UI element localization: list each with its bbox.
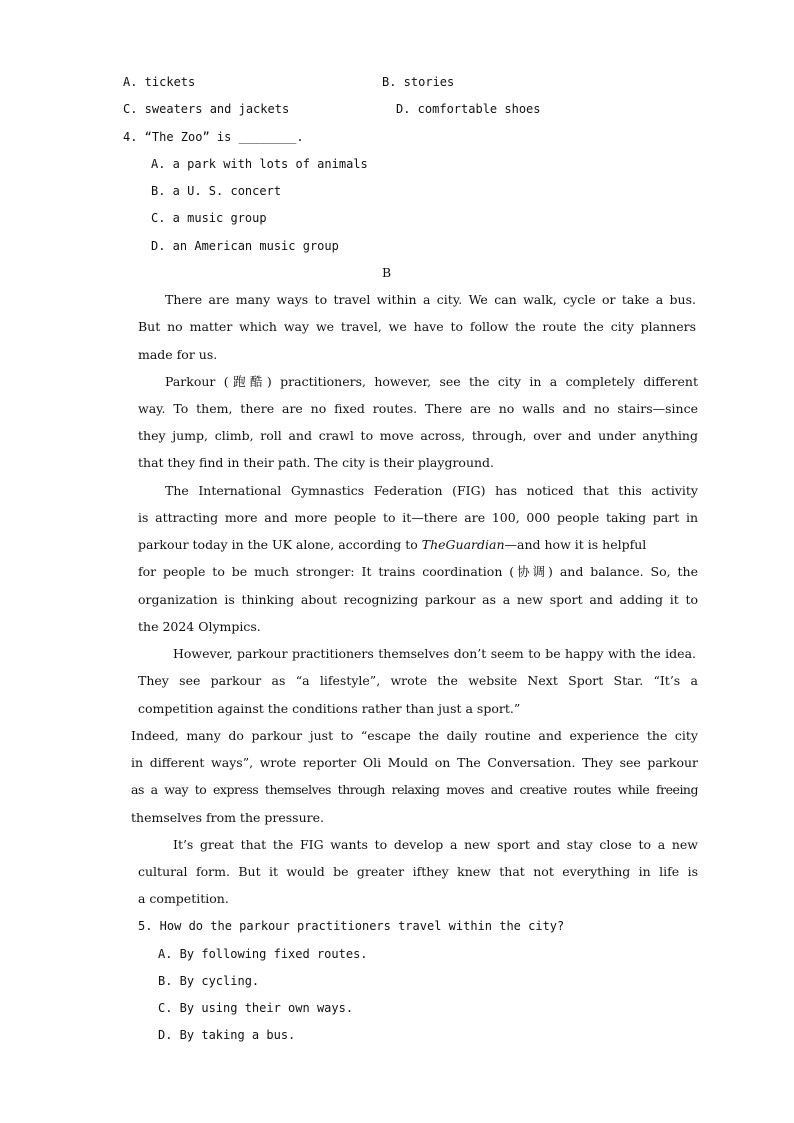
section-label: B: [382, 265, 392, 280]
q4-option-d: D. an American music group: [151, 239, 339, 253]
q4-option-a: A. a park with lots of animals: [151, 157, 368, 171]
q3-option-a: A. tickets: [123, 75, 196, 89]
passage-p4-line: competition against the conditions rather than just a sport.”: [138, 701, 521, 716]
passage-p1-line: made for us.: [138, 347, 218, 362]
q4-option-c: C. a music group: [151, 211, 267, 225]
passage-p2-line: Parkour (跑酷) practitioners, however, see the city in a completely different: [165, 374, 698, 389]
passage-p2-line: that they find in their path. The city is their playground.: [138, 455, 495, 470]
passage-p3-text: —and how it is helpful: [504, 537, 647, 552]
passage-p4-line: Indeed, many do parkour just to “escape the daily routine and experience the city: [131, 728, 698, 743]
q3-option-d: D. comfortable shoes: [396, 102, 541, 116]
passage-p2-line: way. To them, there are no fixed routes. There are no walls and no stairs—since: [138, 401, 698, 416]
passage-p4-line: themselves from the pressure.: [131, 810, 324, 825]
passage-p3-text: parkour today in the UK alone, according to: [138, 537, 418, 552]
passage-p3-line: The International Gymnastics Federation (FIG) has noticed that this activity: [165, 483, 698, 498]
passage-p3-line: [138, 537, 646, 553]
passage-p3-line: the 2024 Olympics.: [138, 619, 261, 634]
publication-name: TheGuardian: [421, 537, 505, 552]
passage-p2-line: they jump, climb, roll and crawl to move across, through, over and under anything: [138, 428, 698, 443]
q3-option-c: C. sweaters and jackets: [123, 102, 290, 116]
q5-stem: 5. How do the parkour practitioners travel within the city?: [138, 919, 565, 933]
passage-p5-line: cultural form. But it would be greater ifthey knew that not everything in life is: [138, 864, 698, 879]
passage-p4-line: They see parkour as “a lifestyle”, wrote the website Next Sport Star. “It’s a: [138, 673, 698, 688]
q5-option-b: B. By cycling.: [158, 974, 260, 988]
passage-p4-line: in different ways”, wrote reporter Oli Mould on The Conversation. They see parkour: [131, 755, 698, 770]
passage-p5-line: It’s great that the FIG wants to develop a new sport and stay close to a new: [173, 837, 698, 852]
passage-p4-line: as a way to express themselves through relaxing moves and creative routes while freeing: [131, 782, 698, 797]
q5-option-c: C. By using their own ways.: [158, 1001, 354, 1015]
q5-option-d: D. By taking a bus.: [158, 1028, 296, 1042]
passage-p4-line: However, parkour practitioners themselves don’t seem to be happy with the idea.: [173, 646, 696, 661]
q4-stem: 4. “The Zoo” is ________.: [123, 130, 304, 144]
passage-p3-line: is attracting more and more people to it—there are 100, 000 people taking part in: [138, 510, 698, 525]
q3-option-b: B. stories: [382, 75, 455, 89]
q4-option-b: B. a U. S. concert: [151, 184, 282, 198]
passage-p1-line: But no matter which way we travel, we have to follow the route the city planners: [138, 319, 696, 334]
q5-option-a: A. By following fixed routes.: [158, 947, 368, 961]
passage-p3-line: organization is thinking about recognizing parkour as a new sport and adding it to: [138, 592, 698, 607]
passage-p5-line: a competition.: [138, 891, 229, 906]
passage-p3-line: for people to be much stronger: It trains coordination (协调) and balance. So, the: [138, 564, 698, 579]
passage-p1-line: There are many ways to travel within a city. We can walk, cycle or take a bus.: [165, 292, 696, 307]
